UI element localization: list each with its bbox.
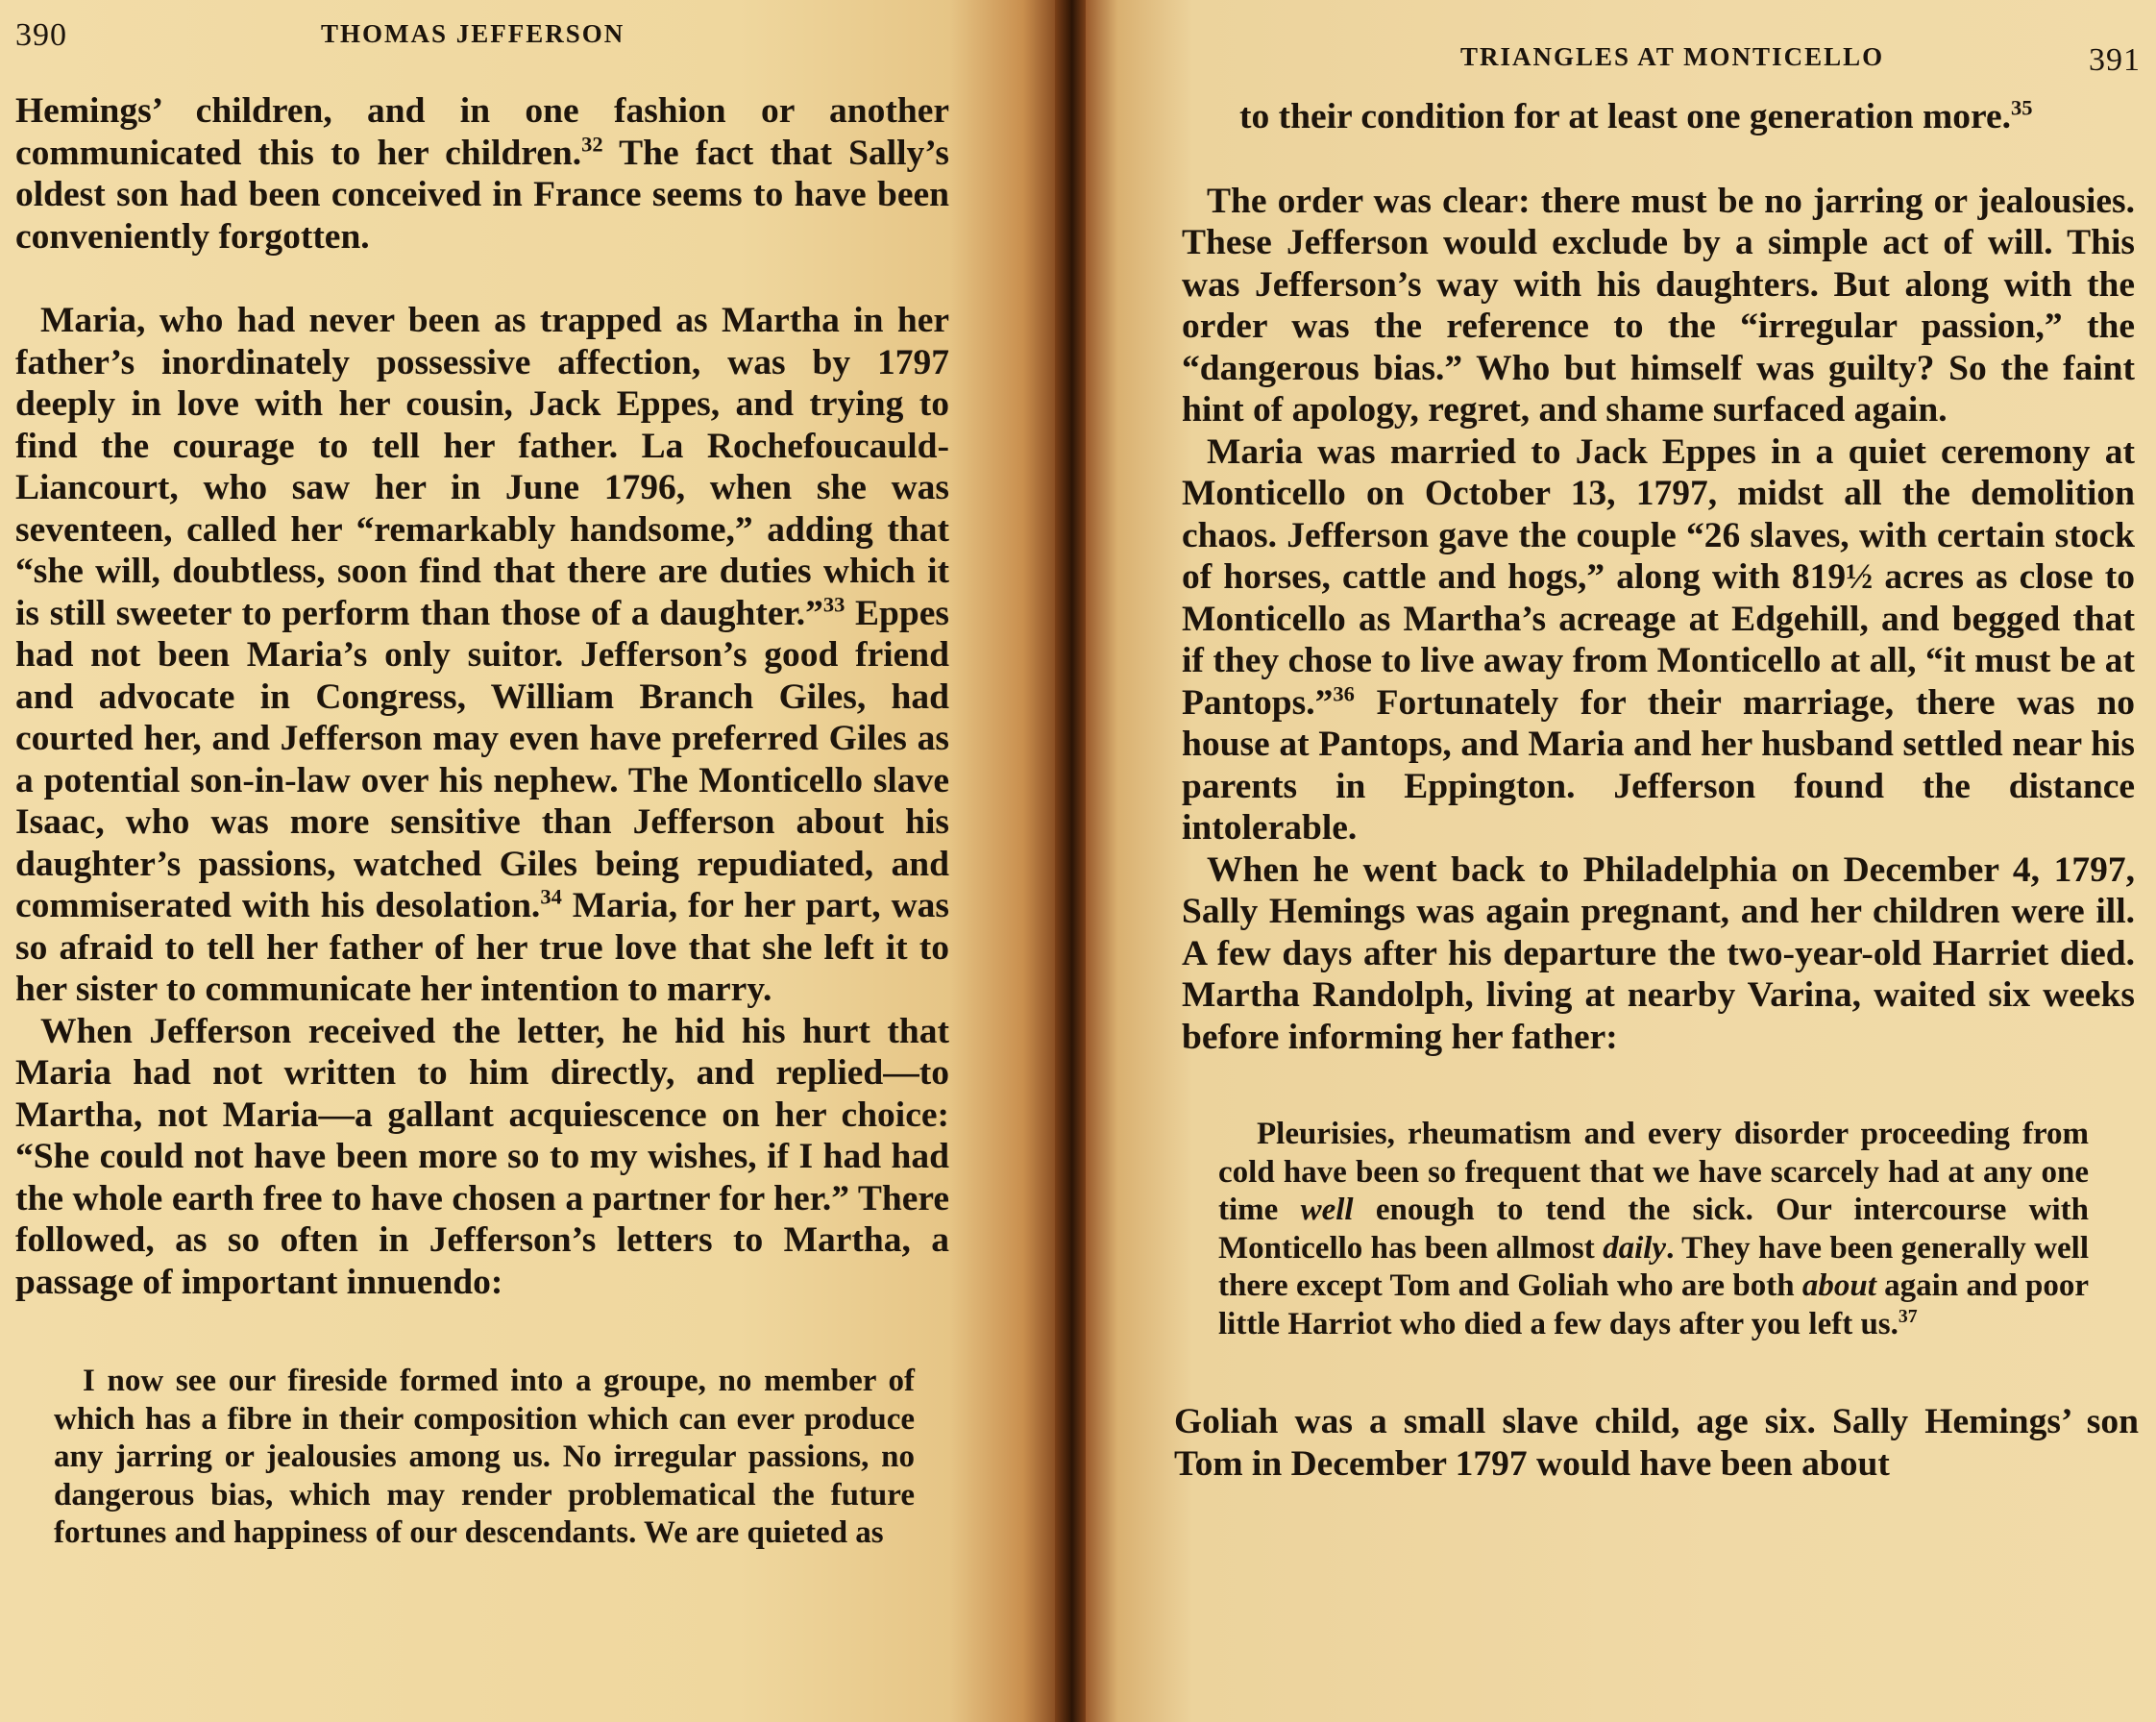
left-body-text — [15, 90, 949, 1303]
footnote-ref: 32 — [581, 132, 603, 156]
footnote-ref: 34 — [540, 884, 562, 909]
footnote-ref: 36 — [1333, 681, 1355, 705]
paragraph: Goliah was a small slave child, age six. Sally Hemings’ son Tom in December 1797 would have been about — [1174, 1402, 2139, 1484]
book-gutter — [1055, 0, 1086, 1722]
right-page — [1086, 0, 2156, 1722]
page-number: 391 — [2089, 42, 2141, 78]
paragraph: Maria was married to Jack Eppes in a quiet ceremony at Monticello on October 13, 1797, midst all the demolition chaos. Jefferson gave the couple “26 slaves, with certain stock of horses, cattle and hogs,” along with 819½ acres as close to Monticello as Martha’s acreage at Edgehill, and begged that if they chose to live away from Monticello at all, “it must be at Pantops.”$^{36}$ Fortunately for their marriage, there was no house at Pantops, and Maria and her husband settled near his parents in Eppington. Jefferson found the distance intolerable. — [1182, 431, 2135, 848]
right-body-text — [1182, 181, 2135, 1059]
running-head: TRIANGLES AT MONTICELLO — [1460, 42, 1885, 71]
footnote-ref: 33 — [822, 592, 845, 616]
paragraph: When he went back to Philadelphia on December 4, 1797, Sally Hemings was again pregnant, and her children were ill. A few days after his departure the two-year-old Harriet died. Martha Randolph, living at nearby Varina, waited six weeks before informing her father: — [1182, 849, 2135, 1057]
paragraph: When Jefferson received the letter, he hid his hurt that Maria had not written to him directly, and replied—to Martha, not Maria—a gallant acquiescence on her choice: “She could not have been more so to my wishes, if I had had the whole earth free to have chosen a partner for her.” There followed, as so often in Jefferson’s letters to Martha, a passage of important innuendo: — [15, 1011, 949, 1302]
left-page — [0, 0, 1055, 1722]
quote-continuation: to their condition for at least one generation more.$^{35}$ — [1239, 95, 2033, 136]
right-running-header — [1086, 29, 2156, 88]
running-head: THOMAS JEFFERSON — [321, 19, 625, 48]
paragraph: The order was clear: there must be no jarring or jealousies. These Jefferson would exclude by a simple act of will. This was Jefferson’s way with his daughters. But along with the order was the reference to the “irregular passion,” the “dangerous bias.” Who but himself was guilty? So the faint hint of apology, regret, and shame surfaced again. — [1182, 181, 2135, 430]
block-quote: I now see our fireside formed into a groupe, no member of which has a fibre in their composition which can ever produce any jarring or jealousies among us. No irregular passions, no dangerous bias, which may render problematical the future fortunes and happiness of our descendants. We are quieted as — [54, 1364, 915, 1550]
block-quote: Pleurisies, rheumatism and every disorder proceeding from cold have been so frequent that we have scarcely had at any one time well enough to tend the sick. Our intercourse with Monticello has been allmost daily. They have been generally well there except Tom and Goliah who are both about again and poor little Harriot who died a few days after you left us.$^{37}$ — [1218, 1117, 2090, 1341]
paragraph: Hemings’ children, and in one fashion or another communicated this to her children.$^{32}$ The fact that Sally’s oldest son had been conceived in France seems to have been conveniently forgotten. — [15, 91, 949, 257]
left-running-header — [15, 17, 949, 77]
page-number: 390 — [15, 17, 67, 53]
footnote-ref: 35 — [2011, 95, 2033, 120]
paragraph: Maria, who had never been as trapped as Martha in her father’s inordinately possessive affection, was by 1797 deeply in love with her cousin, Jack Eppes, and trying to find the courage to tell her father. La Rochefoucauld-Liancourt, who saw her in June 1796, when she was seventeen, called her “remarkably handsome,” adding that “she will, doubtless, soon find that there are duties which it is still sweeter to perform than those of a daughter.”$^{33}$ Eppes had not been Maria’s only suitor. Jefferson’s good friend and advocate in Congress, William Branch Giles, had courted her, and Jefferson may even have preferred Giles as a potential son-in-law over his nephew. The Monticello slave Isaac, who was more sensitive than Jefferson about his daughter’s passions, watched Giles being repudiated, and commiserated with his desolation.$^{34}$ Maria, for her part, was so afraid to tell her father of her true love that she left it to her sister to communicate her intention to marry. — [15, 301, 949, 1009]
footnote-ref: 37 — [1898, 1305, 1918, 1327]
